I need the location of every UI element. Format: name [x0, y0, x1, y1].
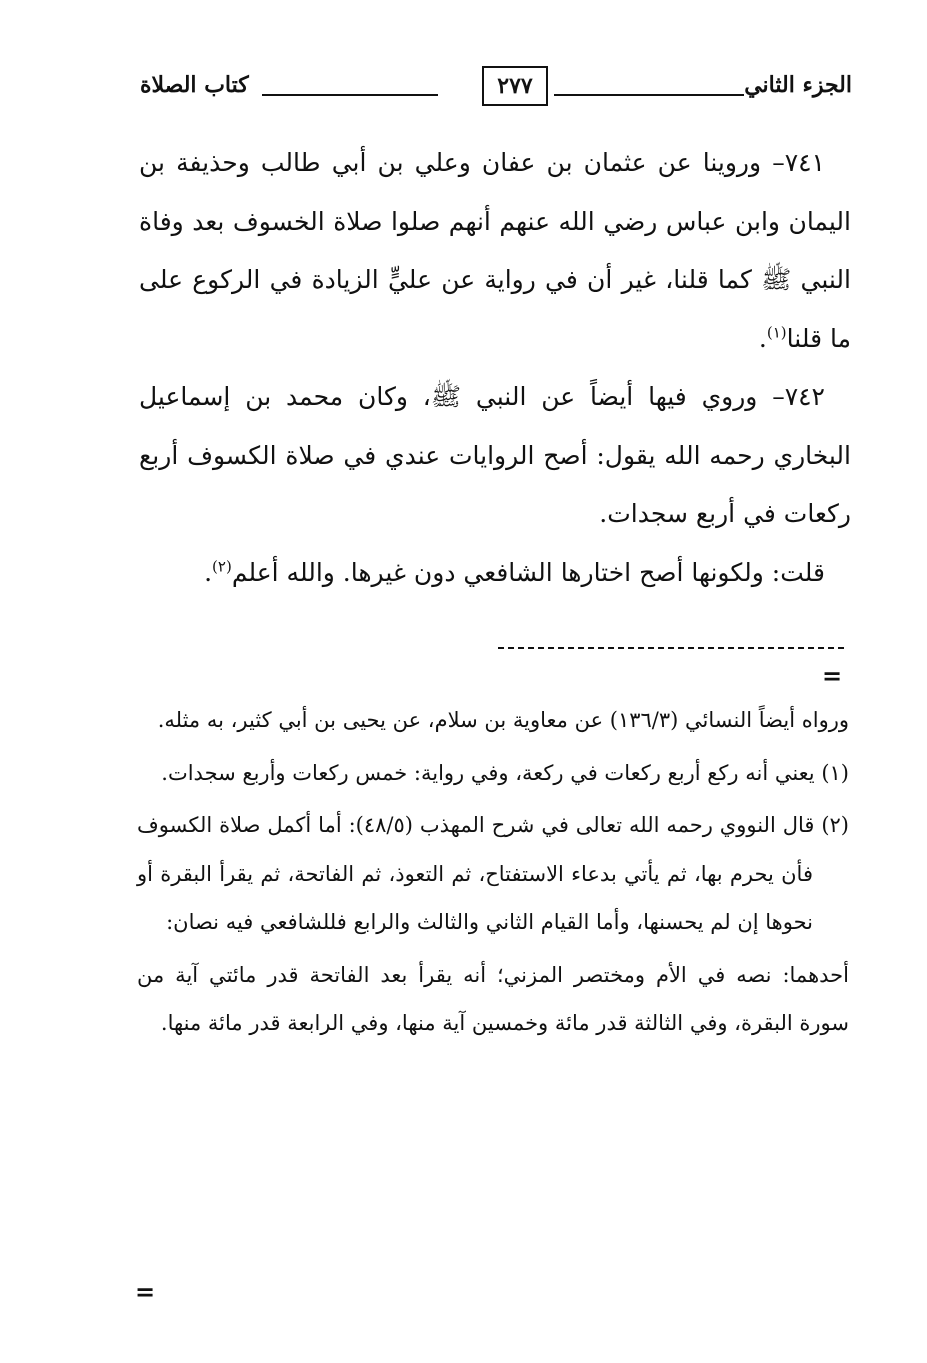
footnote-ref-2: (٢) [212, 557, 232, 576]
paragraph-qultu: قلت: ولكونها أصح اختارها الشافعي دون غيرها. والله أعلم$^{(٢)}$. [204, 557, 825, 587]
page-number: ٢٧٧ [482, 66, 548, 106]
volume-title: الجزء الثاني [744, 72, 852, 98]
footnote-separator [498, 647, 844, 649]
footnote-2-continued: أحدهما: نصه في الأم ومختصر المزني؛ أنه يقرأ بعد الفاتحة قدر مائتي آية من سورة البقرة، وفي الثالثة قدر مائة وخمسين آية منها، وفي الرابعة قدر مائة منها. [137, 962, 849, 1035]
continuation-mark-bottom: = [135, 1277, 156, 1306]
header-rule-left [262, 94, 438, 96]
footnote-1: (١) يعني أنه ركع أربع ركعات في ركعة، وفي رواية: خمس ركعات وأربع سجدات. [161, 760, 849, 785]
footnotes [137, 696, 849, 1052]
paragraph-741-text: ٧٤١– وروينا عن عثمان بن عفان وعلي بن أبي طالب وحذيفة بن اليمان وابن عباس رضي الله عنهم أنهم صلوا صلاة الخسوف بعد وفاة النبي ﷺ كما قلنا، غير أن في رواية عن عليٍّ الزيادة في الركوع على ما قلنا [139, 148, 851, 353]
book-title: كتاب الصلاة [140, 72, 249, 98]
paragraph-742: ٧٤٢– وروي فيها أيضاً عن النبي ﷺ، وكان محمد بن إسماعيل البخاري رحمه الله يقول: أصح الروايات عندي في صلاة الكسوف أربع ركعات في أربع سجدات. [139, 382, 851, 528]
continuation-mark-top: = [822, 661, 843, 690]
footnote-2: (٢) قال النووي رحمه الله تعالى في شرح المهذب (٤٨/٥): أما أكمل صلاة الكسوف فأن يحرم بها، ثم يأتي بدعاء الاستفتاح، ثم التعوذ، ثم الفاتحة، ثم يقرأ البقرة أو نحوها إن لم يحسنها، وأما القيام الثاني والثالث والرابع فللشافعي فيه نصان: [137, 813, 849, 934]
footnote-continuation: ورواه أيضاً النسائي (١٣٦/٣) عن معاوية بن سلام، عن يحيى بن أبي كثير، به مثله. [157, 708, 849, 732]
header-rule-right [554, 94, 744, 96]
page-header [140, 62, 852, 112]
footnote-ref-1: (١) [766, 323, 787, 342]
paragraph-qultu-text: قلت: ولكونها أصح اختارها الشافعي دون غيرها. والله أعلم [231, 557, 825, 587]
paragraph-741: ٧٤١– وروينا عن عثمان بن عفان وعلي بن أبي طالب وحذيفة بن اليمان وابن عباس رضي الله عنهم أنهم صلوا صلاة الخسوف بعد وفاة النبي ﷺ كما قلنا، غير أن في رواية عن عليٍّ الزيادة في الركوع على ما قلنا$^{(١)}$. [139, 148, 851, 353]
main-text [139, 134, 851, 602]
